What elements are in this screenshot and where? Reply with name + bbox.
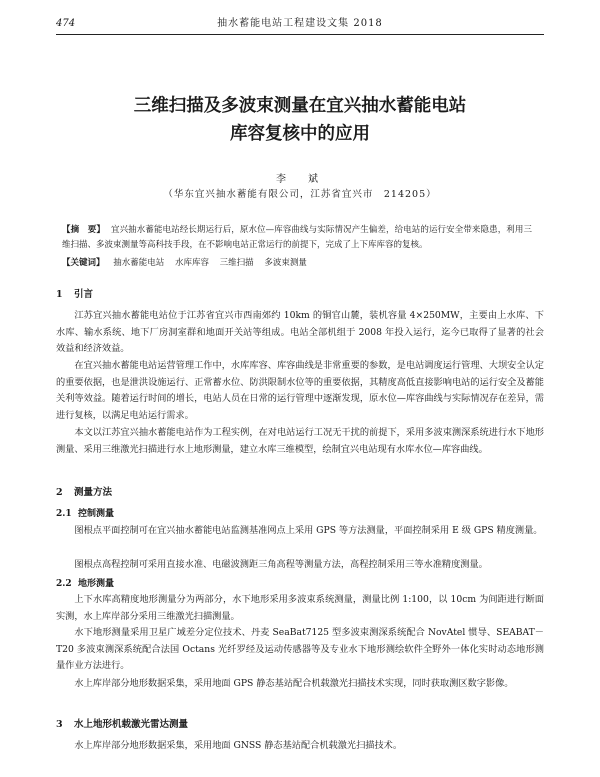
keywords [62,256,532,270]
abstract-label: 【摘 要】 [62,225,105,235]
paragraph: 水下地形测量采用卫星广域差分定位技术、丹麦 SeaBat7125 型多波束测深系统配合 NovAtel 惯导、SEABAT－T20 多波束测深系统配合法国 Octans 光纤罗经及运动传感器等及专业水下地形测绘软件全野外一体化实时动态地形测量作业方法进行。 [56,627,544,671]
paragraph: 水上库岸部分地形数据采集，采用地面 GNSS 静态基站配合机载激光扫描技术。 [74,740,403,751]
paragraph: 上下水库高精度地形测量分为两部分，水下地形采用多波束系统测量，测量比例 1:100，以 10cm 为间距进行断面实测，水上库岸部分采用三维激光扫描测量。 [56,594,544,622]
section-title: 测量方法 [74,487,113,498]
abstract-text: 宜兴抽水蓄能电站经长期运行后，原水位—库容曲线与实际情况产生偏差，给电站的运行安全带来隐患，利用三维扫描、多波束测量等高科技手段，在不影响电站正常运行的前提下，完成了上下库库容的复核。 [62,225,532,250]
section-title: 水上地形机载激光雷达测量 [74,719,189,730]
keyword: 抽水蓄能电站 [113,258,165,268]
journal-title: 抽水蓄能电站工程建设文集 2018 [217,18,383,29]
paragraph: 图根点平面控制可在宜兴抽水蓄能电站监测基准网点上采用 GPS 等方法测量，平面控制采用 E 级 GPS 精度测量。 [74,525,543,536]
paragraph: 江苏宜兴抽水蓄能电站位于江苏省宜兴市西南郊约 10km 的铜官山麓，装机容量 4×250MW，主要由上水库、下水库、输水系统、地下厂房洞室群和地面开关站等组成。电站全部机组于 2008 年投入运行，迄今已取得了显著的社会效益和经济效益。 [56,310,544,354]
author-affiliation: （华东宜兴抽水蓄能有限公司，江苏省宜兴市 214205） [163,189,437,200]
paragraph: 在宜兴抽水蓄能电站运营管理工作中，水库库容、库容曲线是非常重要的参数，是电站调度运行管理、大坝安全认定的重要依据，也是泄洪设施运行、正常蓄水位、防洪限制水位等的重要依据，其精度高低直接影响电站的运行安全及蓄能关利等效益。随着运行时间的增长，电站人员在日常的运行管理中逐渐发现，原水位—库容曲线与实际情况存在差异，需进行复核，以满足电站运行需求。 [56,360,544,421]
author-name: 李 斌 [276,174,324,185]
paragraph: 本文以江苏宜兴抽水蓄能电站作为工程实例，在对电站运行工况无干扰的前提下，采用多波束测深系统进行水下地形测量、采用三维激光扫描进行水上地形测量，建立水库三维模型，绘制宜兴电站现有水库水位—库容曲线。 [56,427,544,455]
section-heading-1 [56,286,93,300]
subsection-heading-2-2 [56,576,114,589]
section-number: 1 [56,289,63,300]
keyword: 三维扫描 [219,258,254,268]
paragraph: 图根点高程控制可采用直接水准、电磁波测距三角高程等测量方法，高程控制采用三等水准精度测量。 [74,559,488,570]
section-heading-3 [56,716,188,730]
section-number: 2 [56,487,63,498]
subsection-heading-2-1 [56,506,114,519]
keywords-label: 【关键词】 [62,258,105,268]
subsection-number: 2.2 [56,579,72,589]
subsection-title: 地形测量 [78,579,115,589]
running-header [56,16,544,35]
article-title [40,92,560,148]
keyword: 水库库容 [174,258,209,268]
keyword: 多波束测量 [264,258,307,268]
section-title: 引言 [74,289,94,300]
title-line-1: 三维扫描及多波束测量在宜兴抽水蓄能电站 [133,96,467,116]
section-number: 3 [56,719,63,730]
title-line-2: 库容复核中的应用 [230,124,370,144]
subsection-title: 控制测量 [78,509,115,519]
subsection-number: 2.1 [56,509,72,519]
abstract [62,223,532,253]
section-heading-2 [56,484,112,498]
paragraph: 水上库岸部分地形数据采集，采用地面 GPS 静态基站配合机载激光扫描技术实现，同时获取测区数字影像。 [74,678,514,689]
page-number: 474 [56,18,76,29]
